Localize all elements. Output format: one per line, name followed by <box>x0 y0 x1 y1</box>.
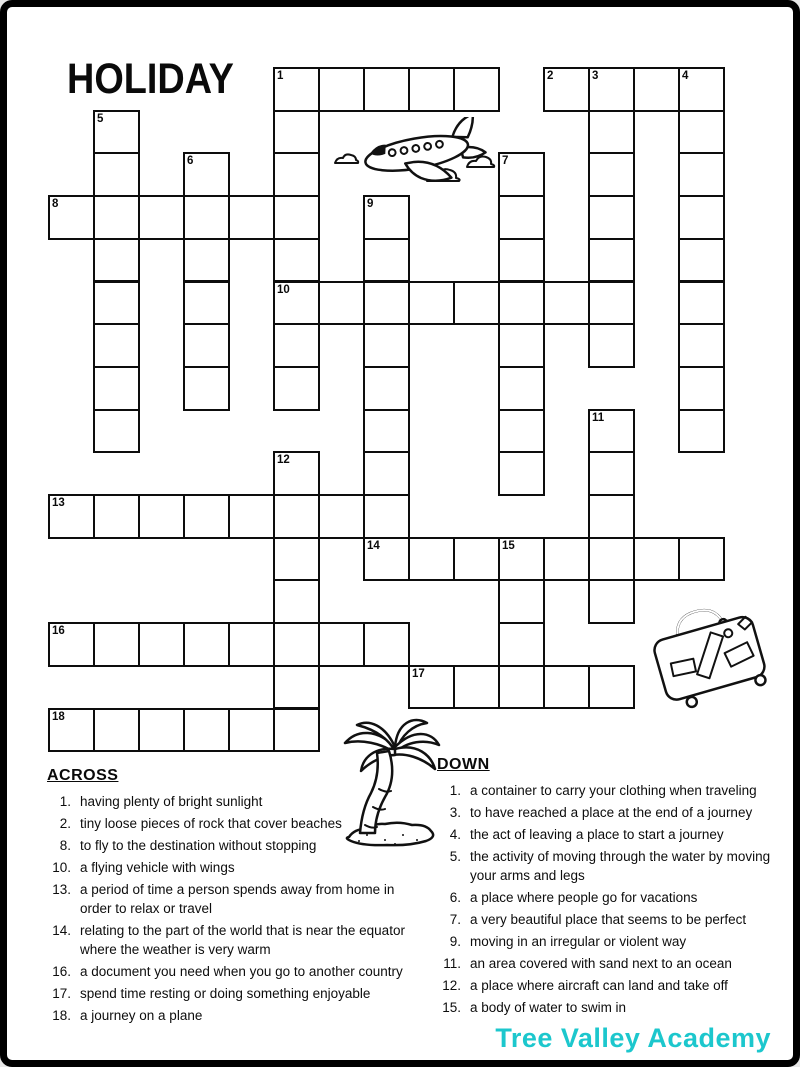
clue-number: 14. <box>52 923 71 938</box>
crossword-cell[interactable] <box>498 152 545 197</box>
crossword-cell[interactable] <box>408 537 455 582</box>
cell-number: 8 <box>52 198 59 211</box>
crossword-cell[interactable] <box>588 409 635 454</box>
crossword-cell[interactable] <box>588 579 635 624</box>
crossword-cell[interactable] <box>678 238 725 283</box>
crossword-cell[interactable] <box>588 451 635 496</box>
crossword-cell[interactable] <box>363 451 410 496</box>
crossword-cell[interactable] <box>498 665 545 710</box>
clue-number: 10. <box>52 860 71 875</box>
cell-number: 9 <box>367 198 374 211</box>
clue-number: 4. <box>449 827 461 842</box>
crossword-cell[interactable] <box>363 537 410 582</box>
crossword-cell[interactable] <box>588 110 635 155</box>
crossword-cell[interactable] <box>183 622 230 667</box>
clue-item <box>435 888 789 907</box>
down-clue-list <box>435 781 789 1017</box>
clue-number: 9. <box>449 934 461 949</box>
cell-number: 14 <box>367 539 380 552</box>
crossword-cell[interactable] <box>453 665 500 710</box>
crossword-cell[interactable] <box>363 195 410 240</box>
crossword-cell[interactable] <box>363 366 410 411</box>
crossword-cell[interactable] <box>93 323 140 368</box>
crossword-cell[interactable] <box>588 67 635 112</box>
cell-number: 12 <box>277 454 290 467</box>
across-clue-list <box>45 792 423 1025</box>
clue-text: a very beautiful place that seems to be perfect <box>470 912 747 927</box>
crossword-cell[interactable] <box>633 67 680 112</box>
crossword-cell[interactable] <box>678 281 725 326</box>
clue-number: 5. <box>449 849 461 864</box>
clue-number: 18. <box>52 1008 71 1023</box>
crossword-cell[interactable] <box>273 110 320 155</box>
crossword-cell[interactable] <box>183 281 230 326</box>
crossword-cell[interactable] <box>363 323 410 368</box>
clue-item <box>45 921 423 959</box>
crossword-cell[interactable] <box>273 665 320 710</box>
crossword-cell[interactable] <box>588 537 635 582</box>
crossword-cell[interactable] <box>228 494 275 539</box>
clue-number: 1. <box>449 783 461 798</box>
cell-number: 5 <box>97 112 104 125</box>
crossword-cell[interactable] <box>633 537 680 582</box>
crossword-cell[interactable] <box>273 494 320 539</box>
airplane-illustration <box>327 117 505 195</box>
clue-text: to have reached a place at the end of a journey <box>470 805 753 820</box>
crossword-cell[interactable] <box>543 537 590 582</box>
cell-number: 6 <box>187 155 194 168</box>
crossword-cell[interactable] <box>273 579 320 624</box>
crossword-cell[interactable] <box>93 409 140 454</box>
clue-text: a place where people go for vacations <box>470 890 698 905</box>
crossword-cell[interactable] <box>678 152 725 197</box>
crossword-cell[interactable] <box>678 195 725 240</box>
crossword-cell[interactable] <box>183 323 230 368</box>
crossword-cell[interactable] <box>363 238 410 283</box>
clue-text: the activity of moving through the water by moving your arms and legs <box>470 849 771 883</box>
crossword-cell[interactable] <box>48 494 95 539</box>
crossword-cell[interactable] <box>678 537 725 582</box>
crossword-cell[interactable] <box>363 409 410 454</box>
crossword-cell[interactable] <box>48 195 95 240</box>
clue-text: having plenty of bright sunlight <box>80 794 263 809</box>
crossword-cell[interactable] <box>543 281 590 326</box>
clue-item <box>435 781 789 800</box>
crossword-cell[interactable] <box>93 110 140 155</box>
crossword-cell[interactable] <box>543 67 590 112</box>
cell-number: 2 <box>547 70 554 82</box>
crossword-cell[interactable] <box>273 238 320 283</box>
clue-text: a flying vehicle with wings <box>80 860 235 875</box>
cell-number: 16 <box>52 625 65 638</box>
crossword-cell[interactable] <box>543 665 590 710</box>
down-header: DOWN <box>437 756 490 773</box>
clue-item <box>45 984 423 1003</box>
crossword-cell[interactable] <box>498 366 545 411</box>
down-section <box>435 756 789 1020</box>
crossword-cell[interactable] <box>498 323 545 368</box>
clue-item <box>435 932 789 951</box>
cell-number: 15 <box>502 539 515 552</box>
crossword-cell[interactable] <box>93 708 140 753</box>
cell-number: 17 <box>412 667 425 680</box>
clue-number: 16. <box>52 964 71 979</box>
footer-brand: Tree Valley Academy <box>495 1023 771 1053</box>
crossword-cell[interactable] <box>228 195 275 240</box>
clue-text: moving in an irregular or violent way <box>470 934 687 949</box>
crossword-cell[interactable] <box>363 494 410 539</box>
cell-number: 3 <box>592 70 599 82</box>
crossword-cell[interactable] <box>48 622 95 667</box>
crossword-cell[interactable] <box>588 195 635 240</box>
clue-number: 6. <box>449 890 461 905</box>
crossword-cell[interactable] <box>48 708 95 753</box>
crossword-cell[interactable] <box>183 494 230 539</box>
crossword-cell[interactable] <box>93 366 140 411</box>
clue-text: spend time resting or doing something enjoyable <box>80 986 371 1001</box>
crossword-cell[interactable] <box>93 195 140 240</box>
cell-number: 7 <box>502 155 509 168</box>
crossword-cell[interactable] <box>318 281 365 326</box>
crossword-cell[interactable] <box>363 67 410 112</box>
crossword-cell[interactable] <box>363 281 410 326</box>
crossword-cell[interactable] <box>273 281 320 326</box>
crossword-cell[interactable] <box>183 366 230 411</box>
clue-item <box>45 1006 423 1025</box>
crossword-cell[interactable] <box>228 708 275 753</box>
crossword-cell[interactable] <box>588 323 635 368</box>
crossword-cell[interactable] <box>588 281 635 326</box>
crossword-cell[interactable] <box>93 238 140 283</box>
clue-text: a document you need when you go to another country <box>80 964 403 979</box>
crossword-cell[interactable] <box>318 494 365 539</box>
crossword-cell[interactable] <box>408 665 455 710</box>
crossword-cell[interactable] <box>93 152 140 197</box>
clue-item <box>45 962 423 981</box>
crossword-cell[interactable] <box>588 238 635 283</box>
crossword-cell[interactable] <box>93 281 140 326</box>
crossword-cell[interactable] <box>588 665 635 710</box>
crossword-cell[interactable] <box>453 281 500 326</box>
crossword-cell[interactable] <box>138 494 185 539</box>
clue-text: an area covered with sand next to an ocean <box>470 956 732 971</box>
crossword-cell[interactable] <box>318 67 365 112</box>
crossword-cell[interactable] <box>273 366 320 411</box>
clue-number: 12. <box>442 978 461 993</box>
cell-number: 18 <box>52 710 65 723</box>
clue-item <box>435 847 789 885</box>
crossword-cell[interactable] <box>138 195 185 240</box>
clue-text: the act of leaving a place to start a journey <box>470 827 724 842</box>
crossword-cell[interactable] <box>678 67 725 112</box>
clue-item <box>435 954 789 973</box>
crossword-cell[interactable] <box>318 622 365 667</box>
cell-number: 11 <box>592 411 605 424</box>
crossword-cell[interactable] <box>273 537 320 582</box>
suitcase-illustration <box>643 591 777 713</box>
clue-number: 15. <box>442 1000 461 1015</box>
crossword-cell[interactable] <box>273 622 320 667</box>
clue-item <box>435 825 789 844</box>
crossword-cell[interactable] <box>678 323 725 368</box>
clue-item <box>45 836 423 855</box>
clue-item <box>435 803 789 822</box>
cell-number: 13 <box>52 497 65 509</box>
clue-item <box>435 976 789 995</box>
across-header: ACROSS <box>47 767 119 784</box>
crossword-cell[interactable] <box>498 281 545 326</box>
clue-text: a container to carry your clothing when traveling <box>470 783 757 798</box>
clue-number: 2. <box>59 816 71 831</box>
clue-item <box>45 814 423 833</box>
crossword-cell[interactable] <box>93 494 140 539</box>
crossword-cell[interactable] <box>498 238 545 283</box>
crossword-cell[interactable] <box>678 366 725 411</box>
crossword-cell[interactable] <box>183 708 230 753</box>
crossword-cell[interactable] <box>138 708 185 753</box>
clue-item <box>45 858 423 877</box>
crossword-cell[interactable] <box>183 238 230 283</box>
crossword-cell[interactable] <box>498 579 545 624</box>
clue-number: 7. <box>449 912 461 927</box>
crossword-cell[interactable] <box>273 195 320 240</box>
crossword-cell[interactable] <box>588 494 635 539</box>
crossword-cell[interactable] <box>363 622 410 667</box>
suitcase-body <box>647 597 770 713</box>
crossword-cell[interactable] <box>453 67 500 112</box>
cell-number: 1 <box>277 70 284 82</box>
cell-number: 4 <box>682 70 689 82</box>
crossword-cell[interactable] <box>273 67 320 112</box>
crossword-cell[interactable] <box>273 708 320 753</box>
crossword-cell[interactable] <box>93 622 140 667</box>
clue-number: 17. <box>52 986 71 1001</box>
crossword-cell[interactable] <box>498 195 545 240</box>
crossword-cell[interactable] <box>273 451 320 496</box>
crossword-cell[interactable] <box>498 409 545 454</box>
crossword-cell[interactable] <box>408 281 455 326</box>
crossword-cell[interactable] <box>678 110 725 155</box>
plane-body <box>360 117 489 193</box>
clue-text: relating to the part of the world that is near the equator where the weather is very warm <box>80 923 405 957</box>
crossword-cell[interactable] <box>453 537 500 582</box>
crossword-cell[interactable] <box>588 152 635 197</box>
crossword-cell[interactable] <box>678 409 725 454</box>
clue-text: a period of time a person spends away from home in order to relax or travel <box>80 882 395 916</box>
crossword-cell[interactable] <box>138 622 185 667</box>
crossword-cell[interactable] <box>273 323 320 368</box>
clue-number: 13. <box>52 882 71 897</box>
crossword-cell[interactable] <box>408 67 455 112</box>
clue-item <box>435 910 789 929</box>
clue-item <box>435 998 789 1017</box>
crossword-cell[interactable] <box>228 622 275 667</box>
crossword-cell[interactable] <box>273 152 320 197</box>
clue-item <box>45 792 423 811</box>
page-title: HOLIDAY <box>67 55 234 103</box>
cell-number: 10 <box>277 283 290 296</box>
clue-text: tiny loose pieces of rock that cover beaches <box>80 816 342 831</box>
crossword-cell[interactable] <box>183 152 230 197</box>
crossword-cell[interactable] <box>498 451 545 496</box>
clue-text: a journey on a plane <box>80 1008 203 1023</box>
clue-text: a place where aircraft can land and take off <box>470 978 728 993</box>
clue-number: 1. <box>59 794 71 809</box>
crossword-cell[interactable] <box>183 195 230 240</box>
crossword-cell[interactable] <box>498 537 545 582</box>
clue-text: a body of water to swim in <box>470 1000 627 1015</box>
clue-number: 3. <box>449 805 461 820</box>
crossword-cell[interactable] <box>498 622 545 667</box>
clue-text: to fly to the destination without stopping <box>80 838 317 853</box>
clue-item <box>45 880 423 918</box>
across-section <box>45 767 423 1028</box>
clue-number: 11. <box>443 956 461 971</box>
clue-number: 8. <box>59 838 71 853</box>
